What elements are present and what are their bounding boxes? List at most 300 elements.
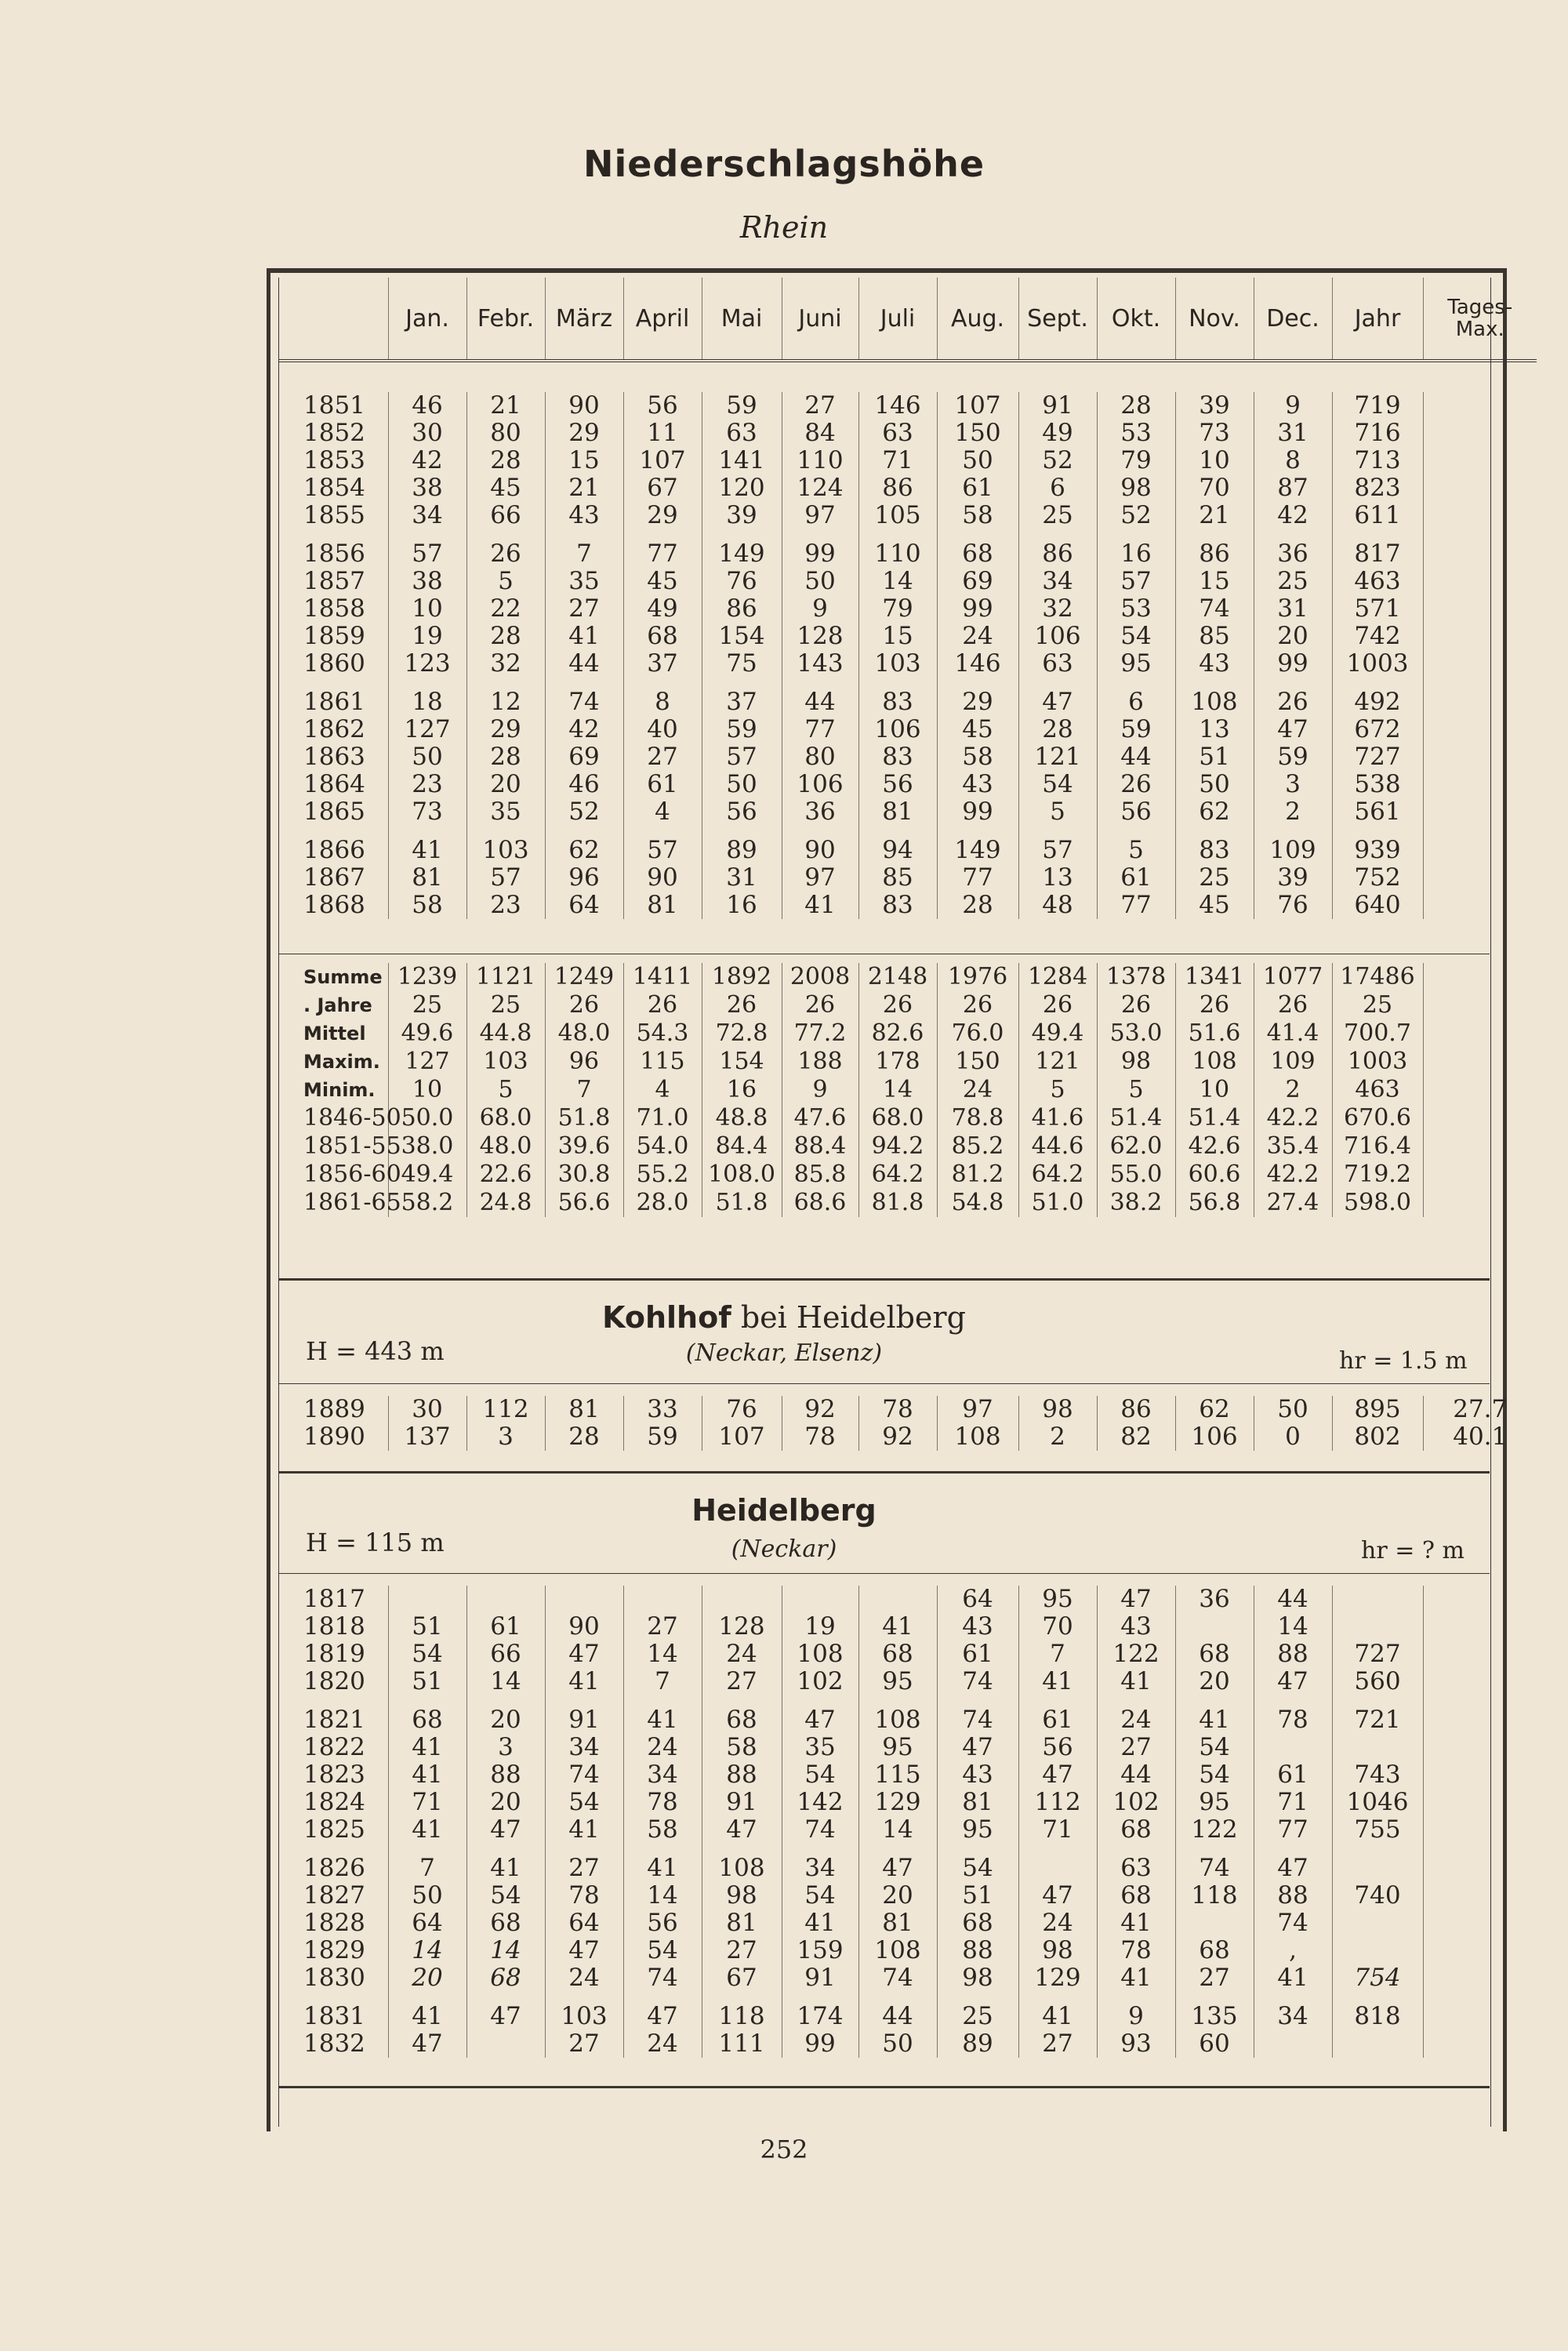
table-cell: 12 [466, 678, 545, 716]
table-cell: 64.2 [1018, 1161, 1097, 1189]
table-cell: 112 [466, 1396, 545, 1423]
table-cell: 62 [1175, 1396, 1254, 1423]
table-cell: 77.2 [782, 1019, 858, 1048]
row-label: 1851 [303, 391, 365, 420]
table-cell [1423, 1161, 1537, 1189]
table-cell: 149 [937, 826, 1018, 864]
column-header-cell: Mai [702, 278, 782, 361]
table-cell: 86 [1097, 1396, 1175, 1423]
table-cell: 47 [466, 1816, 545, 1844]
table-cell: 75 [702, 650, 782, 678]
table-row [278, 1161, 1537, 1189]
table-cell: 50.0 [388, 1104, 466, 1132]
table-cell: 41 [1097, 1964, 1175, 1992]
table-cell: 4 [623, 1076, 702, 1104]
table-cell: 57 [702, 743, 782, 771]
table-cell: 103 [466, 1048, 545, 1076]
table-cell: 1003 [1332, 650, 1423, 678]
table-cell: 42.6 [1175, 1132, 1254, 1161]
table-cell: 63 [858, 420, 937, 447]
row-label: 1821 [303, 1706, 365, 1734]
table-cell [1332, 1937, 1423, 1964]
table-cell [1423, 1641, 1537, 1668]
table-cell: 45 [937, 716, 1018, 743]
table-cell [1423, 1734, 1537, 1761]
table-cell: 127 [388, 1048, 466, 1076]
table-cell: 716.4 [1332, 1132, 1423, 1161]
table-cell: 54 [545, 1789, 623, 1816]
column-header-cell [278, 278, 388, 361]
table-cell: 54 [1175, 1761, 1254, 1789]
table-cell: 90 [545, 392, 623, 420]
table-cell: 20 [466, 1695, 545, 1734]
table-cell: 47 [1097, 1586, 1175, 1613]
table-cell: 37 [702, 678, 782, 716]
table-cell: 81 [545, 1396, 623, 1423]
table-cell: 24 [623, 1734, 702, 1761]
table-cell: 48.8 [702, 1104, 782, 1132]
table-cell: 90 [623, 864, 702, 892]
table-cell: 86 [858, 474, 937, 502]
table-cell: 68.0 [466, 1104, 545, 1132]
table-cell: 76.0 [937, 1019, 1018, 1048]
table-cell: 50 [388, 743, 466, 771]
table-cell: 13 [1175, 716, 1254, 743]
table-cell: 41 [1254, 1964, 1332, 1992]
table-cell: 74 [858, 1964, 937, 1992]
table-cell: 56 [858, 771, 937, 798]
table-cell: 1976 [937, 963, 1018, 991]
table-cell: 58 [702, 1734, 782, 1761]
table-cell: 19 [782, 1613, 858, 1641]
row-label: 1819 [303, 1640, 365, 1668]
table-cell: 35 [466, 798, 545, 826]
table-cell: 9 [782, 595, 858, 623]
table-cell: 53.0 [1097, 1019, 1175, 1048]
row-label: 1817 [303, 1585, 365, 1613]
table-cell: 48.0 [466, 1132, 545, 1161]
table-cell: 538 [1332, 771, 1423, 798]
table-cell: 41 [545, 1816, 623, 1844]
table-cell: 115 [858, 1761, 937, 1789]
table-cell: 84 [782, 420, 858, 447]
table-cell: 26 [545, 991, 623, 1019]
table-cell: 150 [937, 1048, 1018, 1076]
table-cell: 700.7 [1332, 1019, 1423, 1048]
table-cell: 77 [623, 529, 702, 568]
table-cell: 20 [1254, 623, 1332, 650]
table-cell: 127 [388, 716, 466, 743]
table-cell: 16 [702, 1076, 782, 1104]
table-cell: 0 [1254, 1423, 1332, 1451]
table-cell: 54.0 [623, 1132, 702, 1161]
table-cell: 61 [623, 771, 702, 798]
row-label: 1867 [303, 863, 365, 892]
table-cell: 52 [1097, 502, 1175, 529]
table-cell: 78 [545, 1882, 623, 1910]
column-header-cell: Jahr [1332, 278, 1423, 361]
table-cell: 76 [702, 1396, 782, 1423]
table-cell: 28 [466, 743, 545, 771]
table-cell: 71 [858, 447, 937, 474]
table-cell: 28 [1018, 716, 1097, 743]
table-cell: 28 [1097, 392, 1175, 420]
table-cell: 26 [1018, 991, 1097, 1019]
row-label: 1862 [303, 715, 365, 743]
table-cell [545, 1586, 623, 1613]
table-cell: 90 [782, 826, 858, 864]
table-cell: 47 [702, 1816, 782, 1844]
table-cell: 85.2 [937, 1132, 1018, 1161]
table-cell: 55.2 [623, 1161, 702, 1189]
table-row [278, 963, 1537, 991]
table-cell: 54 [1018, 771, 1097, 798]
table-cell: 19 [388, 623, 466, 650]
table-cell: 1239 [388, 963, 466, 991]
table-cell: 754 [1332, 1964, 1423, 1992]
table-cell: 66 [466, 502, 545, 529]
table-cell: 94 [858, 826, 937, 864]
table-cell: 44 [1254, 1586, 1332, 1613]
table-cell: 30.8 [545, 1161, 623, 1189]
table-cell: 102 [782, 1668, 858, 1695]
table-row [278, 420, 1537, 447]
table-cell: 77 [782, 716, 858, 743]
table-cell: 51.4 [1175, 1104, 1254, 1132]
table-cell [1423, 826, 1537, 864]
table-cell: 62 [1175, 798, 1254, 826]
table-cell: 92 [782, 1396, 858, 1423]
table-row [278, 678, 1537, 716]
table-cell: 7 [1018, 1641, 1097, 1668]
row-label: 1866 [303, 836, 365, 864]
table-cell: 3 [466, 1734, 545, 1761]
table-cell: 74 [623, 1964, 702, 1992]
table-cell: 42.2 [1254, 1161, 1332, 1189]
table-cell: 43 [937, 1613, 1018, 1641]
table-cell: 25 [388, 991, 466, 1019]
table-cell: 146 [937, 650, 1018, 678]
table-cell: 89 [937, 2030, 1018, 2058]
table-cell: 38 [388, 474, 466, 502]
table-cell: 41 [858, 1613, 937, 1641]
table-cell: 128 [782, 623, 858, 650]
table-cell: 14 [466, 1668, 545, 1695]
table-cell: 27 [1097, 1734, 1175, 1761]
table-cell: 24 [1097, 1695, 1175, 1734]
table-cell [1423, 1816, 1537, 1844]
table-cell: 74 [545, 1761, 623, 1789]
table-cell: 49.6 [388, 1019, 466, 1048]
table-cell: 23 [388, 771, 466, 798]
table-cell: 68 [1175, 1937, 1254, 1964]
table-cell [1423, 1613, 1537, 1641]
table-cell: 50 [388, 1882, 466, 1910]
table-cell [1254, 2030, 1332, 2058]
table-cell: 58 [388, 892, 466, 919]
table-cell: 174 [782, 1992, 858, 2030]
table-cell: 61 [466, 1613, 545, 1641]
table-cell: 54 [782, 1761, 858, 1789]
table-cell: 85 [858, 864, 937, 892]
table-cell: 80 [782, 743, 858, 771]
table-cell: 25 [1332, 991, 1423, 1019]
table-cell [1423, 650, 1537, 678]
row-label: 1855 [303, 501, 365, 529]
row-label: 1826 [303, 1854, 365, 1882]
table-cell: 68.0 [858, 1104, 937, 1132]
table-cell [1423, 529, 1537, 568]
table-cell: 26 [1254, 678, 1332, 716]
table-cell: 26 [702, 991, 782, 1019]
table-cell: 11 [623, 420, 702, 447]
table-cell: 69 [545, 743, 623, 771]
table-cell: 53 [1097, 420, 1175, 447]
table-cell: 39.6 [545, 1132, 623, 1161]
column-header-cell: Sept. [1018, 278, 1097, 361]
table-cell: 5 [1018, 1076, 1097, 1104]
table-row [278, 650, 1537, 678]
table-cell: 67 [702, 1964, 782, 1992]
table-cell: 47 [1018, 678, 1097, 716]
table-cell: 7 [545, 529, 623, 568]
table-cell: 88 [1254, 1641, 1332, 1668]
row-label: 1820 [303, 1667, 365, 1695]
table-cell: 52 [1018, 447, 1097, 474]
table-cell: 74 [1175, 1844, 1254, 1882]
table-cell: 48.0 [545, 1019, 623, 1048]
row-label: 1859 [303, 622, 365, 650]
row-label: 1860 [303, 649, 365, 678]
table-row [278, 623, 1537, 650]
table-cell: 97 [937, 1396, 1018, 1423]
table-cell: 59 [702, 392, 782, 420]
table-cell: 88 [466, 1761, 545, 1789]
table-cell [466, 2030, 545, 2058]
table-cell: 36 [1254, 529, 1332, 568]
table-cell: 26 [466, 529, 545, 568]
table-cell: 44 [858, 1992, 937, 2030]
table-cell: 14 [623, 1641, 702, 1668]
row-label: 1851-55 [303, 1132, 401, 1160]
table-cell: 20 [466, 771, 545, 798]
table-cell: 62.0 [1097, 1132, 1175, 1161]
table-cell: 16 [1097, 529, 1175, 568]
row-label: 1832 [303, 2029, 365, 2058]
table-cell: 47 [545, 1641, 623, 1668]
table-cell: 108 [782, 1641, 858, 1668]
table-cell: 33 [623, 1396, 702, 1423]
table-cell: 71 [1018, 1816, 1097, 1844]
table-cell: 99 [937, 798, 1018, 826]
table-cell: 91 [782, 1964, 858, 1992]
table-cell: 25 [466, 991, 545, 1019]
table-cell: 3 [466, 1423, 545, 1451]
table-row [278, 864, 1537, 892]
table-cell: 27 [545, 1844, 623, 1882]
table-cell: 42 [388, 447, 466, 474]
table-cell: 41 [388, 1816, 466, 1844]
table-cell: 561 [1332, 798, 1423, 826]
table-cell: 89 [702, 826, 782, 864]
rule [278, 1383, 1490, 1384]
table-cell: 755 [1332, 1816, 1423, 1844]
table-row [278, 595, 1537, 623]
table-cell: 25 [1175, 864, 1254, 892]
table-cell: 52 [545, 798, 623, 826]
table-cell: 58.2 [388, 1189, 466, 1217]
table-cell: 98 [1018, 1937, 1097, 1964]
table-cell: 68 [623, 623, 702, 650]
table-cell: 98 [1018, 1396, 1097, 1423]
table-cell: 90 [545, 1613, 623, 1641]
table-cell: 672 [1332, 716, 1423, 743]
table-cell: 61 [1254, 1761, 1332, 1789]
table-cell: 28 [466, 623, 545, 650]
table-cell: 41 [388, 1761, 466, 1789]
table-cell: 35 [545, 568, 623, 595]
table-cell: 20 [858, 1882, 937, 1910]
page-subtitle: Rhein [739, 210, 829, 245]
table-cell: 27 [702, 1668, 782, 1695]
row-label: 1831 [303, 2002, 365, 2030]
table-cell: 123 [388, 650, 466, 678]
heidelberg-hr: hr = ? m [1361, 1537, 1465, 1564]
table-cell: 34 [388, 502, 466, 529]
table-cell: 802 [1332, 1423, 1423, 1451]
table-row [278, 2030, 1537, 2058]
table-cell: 51.0 [1018, 1189, 1097, 1217]
table-cell: 64.2 [858, 1161, 937, 1189]
table-cell [1423, 1882, 1537, 1910]
column-header-cell: Aug. [937, 278, 1018, 361]
table-cell: 28 [545, 1423, 623, 1451]
table-cell: 27 [623, 1613, 702, 1641]
table-cell: 54 [1175, 1734, 1254, 1761]
table-cell: 96 [545, 1048, 623, 1076]
table-cell: 21 [545, 474, 623, 502]
table-cell: 492 [1332, 678, 1423, 716]
table-cell [1423, 743, 1537, 771]
table-cell: 29 [623, 502, 702, 529]
table-cell: 97 [782, 864, 858, 892]
table-cell: 36 [1175, 1586, 1254, 1613]
table-cell: 39 [1175, 392, 1254, 420]
table-cell: 38.2 [1097, 1189, 1175, 1217]
table-cell: 44 [545, 650, 623, 678]
table-cell: 30 [388, 420, 466, 447]
table-cell: 1284 [1018, 963, 1097, 991]
table-cell: 129 [858, 1789, 937, 1816]
table-cell: 76 [1254, 892, 1332, 919]
table-cell: 70 [1018, 1613, 1097, 1641]
table-cell [1332, 2030, 1423, 2058]
table-cell: 63 [1097, 1844, 1175, 1882]
table-cell: 95 [1018, 1586, 1097, 1613]
table-cell [1423, 1789, 1537, 1816]
table-cell: 108 [937, 1423, 1018, 1451]
table-cell: 24 [937, 623, 1018, 650]
table-cell [1332, 1734, 1423, 1761]
table-cell: 1077 [1254, 963, 1332, 991]
table-cell: 58 [937, 502, 1018, 529]
table-cell: 83 [858, 892, 937, 919]
row-label: 1889 [303, 1395, 365, 1423]
table-cell: 560 [1332, 1668, 1423, 1695]
table-cell: 68 [858, 1641, 937, 1668]
table-cell: 18 [388, 678, 466, 716]
table-cell: 64 [545, 1910, 623, 1937]
table-row [278, 1189, 1537, 1217]
table-cell: 76 [702, 568, 782, 595]
table-cell: 46 [388, 392, 466, 420]
table-cell: 10 [388, 595, 466, 623]
table-cell: 54 [782, 1882, 858, 1910]
table-cell: 41 [1175, 1695, 1254, 1734]
table-cell: 58 [937, 743, 1018, 771]
table-cell: 45 [623, 568, 702, 595]
table-cell: 98 [702, 1882, 782, 1910]
table-cell: 10 [1175, 1076, 1254, 1104]
table-cell: 43 [1097, 1613, 1175, 1641]
table-cell: 83 [858, 678, 937, 716]
table-cell: 37 [623, 650, 702, 678]
row-label: 1852 [303, 419, 365, 447]
table-cell: 78 [1097, 1937, 1175, 1964]
table-cell: 38 [388, 568, 466, 595]
table-cell: 118 [1175, 1882, 1254, 1910]
table-cell: 59 [1097, 716, 1175, 743]
kohlhof-table [278, 1396, 1537, 1451]
rhein-table [278, 392, 1537, 919]
table-row [278, 1396, 1537, 1423]
column-header-cell: Nov. [1175, 278, 1254, 361]
table-cell: 1892 [702, 963, 782, 991]
table-cell: 61 [1097, 864, 1175, 892]
table-row [278, 568, 1537, 595]
table-cell: 51 [937, 1882, 1018, 1910]
table-cell: 97 [782, 502, 858, 529]
table-cell [702, 1586, 782, 1613]
table-cell: 60 [1175, 2030, 1254, 2058]
row-label: 1864 [303, 770, 365, 798]
page-number: 252 [760, 2135, 808, 2164]
table-cell: 21 [466, 392, 545, 420]
heidelberg-title: Heidelberg [691, 1493, 877, 1528]
table-cell: 14 [466, 1937, 545, 1964]
table-cell: 41 [388, 1992, 466, 2030]
row-label: 1856 [303, 540, 365, 568]
table-cell: 83 [858, 743, 937, 771]
table-row [278, 1668, 1537, 1695]
table-cell: 107 [623, 447, 702, 474]
table-cell: 6 [1097, 678, 1175, 716]
table-cell: 49 [623, 595, 702, 623]
table-row [278, 826, 1537, 864]
table-cell: 106 [782, 771, 858, 798]
table-cell [466, 1586, 545, 1613]
table-cell: 81.8 [858, 1189, 937, 1217]
table-cell: 34 [1254, 1992, 1332, 2030]
table-cell: 77 [937, 864, 1018, 892]
table-cell: 54 [623, 1937, 702, 1964]
table-cell: 42 [1254, 502, 1332, 529]
table-cell: 108 [858, 1937, 937, 1964]
table-cell: 86 [702, 595, 782, 623]
row-label: Minim. [303, 1079, 376, 1101]
table-cell [858, 1586, 937, 1613]
table-row [278, 502, 1537, 529]
